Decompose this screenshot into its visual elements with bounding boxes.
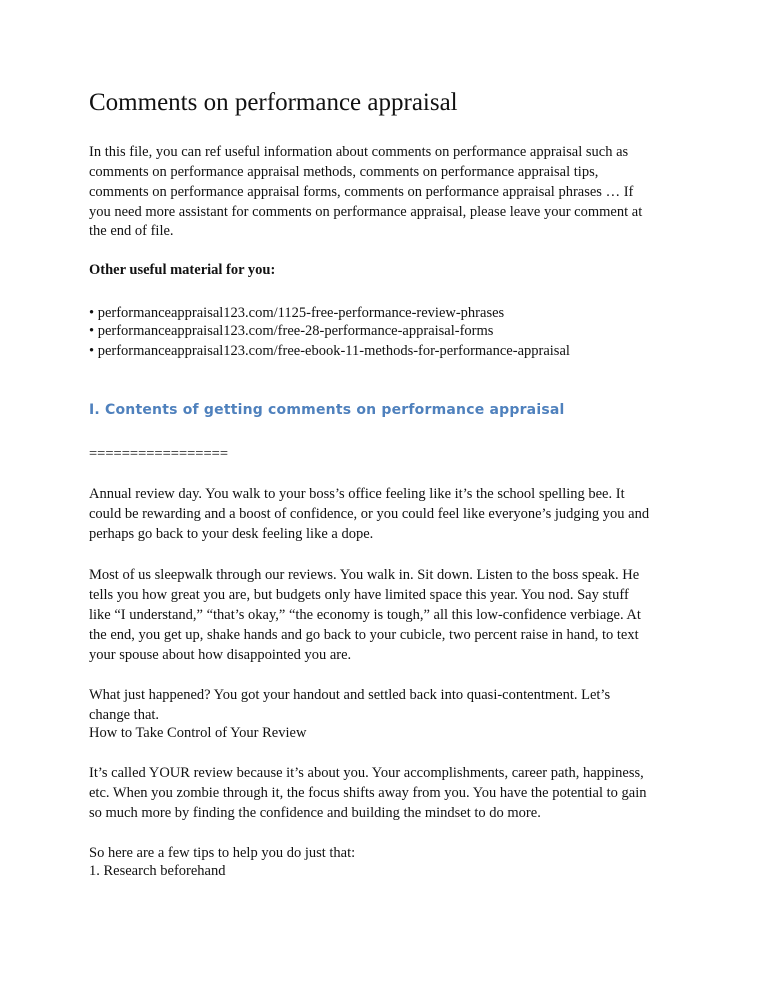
intro-line: you need more assistant for comments on performance appraisal, please leave your comment at	[89, 204, 643, 220]
resource-link[interactable]: • performanceappraisal123.com/free-ebook-11-methods-for-performance-appraisal	[89, 343, 570, 359]
paragraph-line: like “I understand,” “that’s okay,” “the economy is tough,” all this low-confidence verbiage. At	[89, 607, 641, 623]
subheading: How to Take Control of Your Review	[89, 725, 307, 741]
resource-link[interactable]: • performanceappraisal123.com/1125-free-performance-review-phrases	[89, 305, 505, 321]
paragraph-line: Annual review day. You walk to your boss’s office feeling like it’s the school spelling bee. It	[89, 486, 625, 502]
paragraph-line: could be rewarding and a boost of confidence, or you could feel like everyone’s judging you and	[89, 506, 650, 522]
separator: =================	[89, 446, 229, 462]
paragraph-line: the end, you get up, shake hands and go back to your cubicle, two percent raise in hand, to text	[89, 627, 639, 643]
intro-line: the end of file.	[89, 223, 174, 239]
page-title: Comments on performance appraisal	[89, 89, 458, 116]
section-heading: I. Contents of getting comments on performance appraisal	[89, 402, 565, 418]
paragraph-line: Most of us sleepwalk through our reviews. You walk in. Sit down. Listen to the boss speak. He	[89, 567, 640, 583]
paragraph-line: change that.	[89, 707, 160, 723]
other-material-heading: Other useful material for you:	[89, 262, 276, 278]
intro-line: comments on performance appraisal methods, comments on performance appraisal tips,	[89, 164, 599, 180]
paragraph-line: etc. When you zombie through it, the focus shifts away from you. You have the potential to gain	[89, 785, 647, 801]
paragraph-line: your spouse about how disappointed you are.	[89, 647, 352, 663]
paragraph-line: What just happened? You got your handout and settled back into quasi-contentment. Let’s	[89, 687, 611, 703]
resource-link[interactable]: • performanceappraisal123.com/free-28-performance-appraisal-forms	[89, 323, 494, 339]
intro-line: In this file, you can ref useful information about comments on performance appraisal such as	[89, 144, 629, 160]
list-item: 1. Research beforehand	[89, 863, 226, 879]
paragraph-line: so much more by finding the confidence and building the mindset to do more.	[89, 805, 541, 821]
paragraph-line: So here are a few tips to help you do just that:	[89, 845, 356, 861]
paragraph-line: tells you how great you are, but budgets only have limited space this year. You nod. Say stuff	[89, 587, 629, 603]
paragraph-line: perhaps go back to your desk feeling like a dope.	[89, 526, 374, 542]
paragraph-line: It’s called YOUR review because it’s about you. Your accomplishments, career path, happiness,	[89, 765, 644, 781]
intro-line: comments on performance appraisal forms, comments on performance appraisal phrases … If	[89, 184, 634, 200]
